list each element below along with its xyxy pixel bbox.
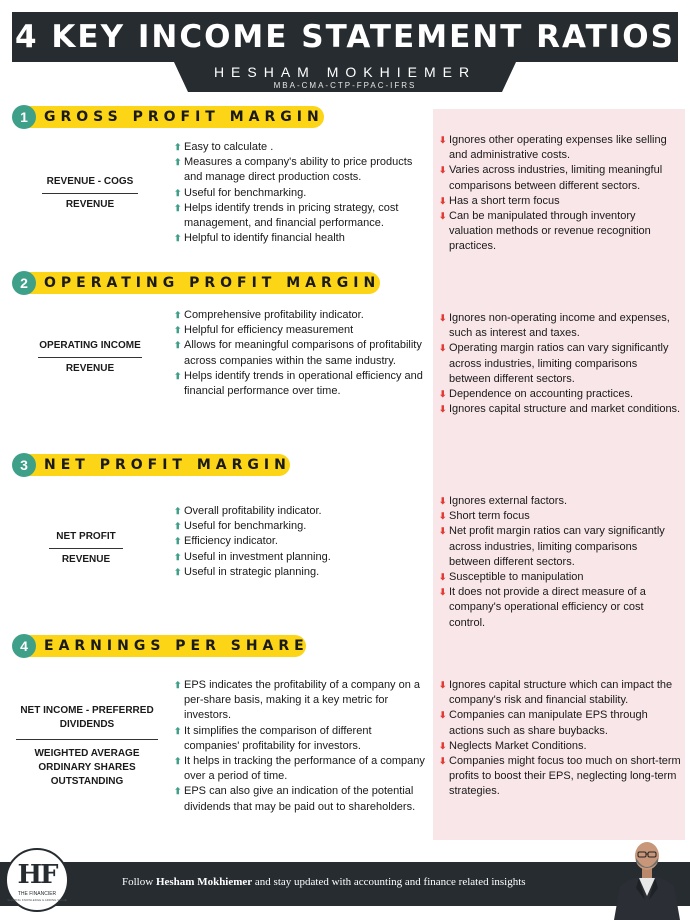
list-item: ⬇ Susceptible to manipulation — [439, 570, 681, 585]
fraction-line — [38, 357, 142, 358]
arrow-down-icon: ⬇ — [439, 389, 447, 400]
arrow-down-icon: ⬇ — [439, 195, 447, 206]
list-item: ⬇ Has a short term focus — [439, 194, 681, 209]
list-item: ⬆ It simplifies the comparison of different companies' profitability for investors. — [174, 724, 372, 752]
list-item: ⬆ Useful for benchmarking. — [174, 186, 426, 201]
author-name: HESHAM MOKHIEMER — [213, 64, 477, 80]
list-item: ⬇ Operating margin ratios can vary significantly across industries, limiting comparisons between different sectors. — [439, 342, 669, 385]
formula-numerator: NET INCOME - PREFERRED DIVIDENDS — [20, 705, 154, 730]
formula-earnings-per-share — [14, 704, 160, 789]
arrow-up-icon: ⬆ — [174, 233, 182, 244]
fraction-line — [42, 193, 138, 194]
formula-numerator: OPERATING INCOME — [39, 340, 141, 351]
formula-denominator: WEIGHTED AVERAGE ORDINARY SHARES OUTSTANDING — [34, 748, 140, 787]
author-portrait-illustration — [612, 830, 682, 920]
logo-mark: HF — [17, 860, 57, 890]
footer-suffix: and stay updated with accounting and finance related insights — [254, 876, 526, 888]
arrow-down-icon: ⬇ — [439, 526, 447, 537]
logo-subtext: SHARING KNOWLEDGE & ADDING VALUE — [7, 898, 67, 902]
arrow-down-icon: ⬇ — [439, 211, 447, 222]
list-item: ⬆ Useful in strategic planning. — [174, 565, 426, 580]
arrow-up-icon: ⬆ — [174, 157, 182, 168]
list-item: ⬆ Helps identify trends in pricing strategy, cost management, and financial performance. — [174, 201, 399, 230]
section-title: OPERATING PROFIT MARGIN — [44, 275, 381, 291]
logo-text: THE FINANCIER — [17, 891, 57, 897]
list-item: ⬇ Ignores non-operating income and expenses, such as interest and taxes. — [439, 312, 670, 340]
arrow-down-icon: ⬇ — [439, 343, 447, 354]
list-item: ⬆ Easy to calculate . — [174, 140, 426, 155]
formula-operating-profit-margin — [28, 339, 152, 376]
section-title: EARNINGS PER SHARE — [44, 638, 309, 654]
formula-net-profit-margin — [36, 530, 136, 567]
list-item: ⬆ Useful in investment planning. — [174, 550, 426, 565]
list-item: ⬇ It does not provide a direct measure of a company's operational efficiency or cost control. — [439, 586, 646, 629]
title-banner — [12, 12, 678, 62]
arrow-up-icon: ⬆ — [174, 187, 182, 198]
arrow-up-icon: ⬆ — [174, 551, 182, 562]
list-item: ⬆ EPS indicates the profitability of a company on a per-share basis, making it a key metric for investors. — [174, 679, 421, 722]
arrow-up-icon: ⬆ — [174, 521, 182, 532]
arrow-down-icon: ⬇ — [439, 756, 447, 767]
arrow-down-icon: ⬇ — [439, 135, 447, 145]
arrow-up-icon: ⬆ — [174, 310, 182, 320]
advantages-list-operating-profit-margin — [174, 308, 426, 399]
arrow-up-icon: ⬆ — [174, 786, 182, 797]
arrow-up-icon: ⬆ — [174, 325, 182, 336]
fraction-line — [49, 548, 123, 549]
list-item: ⬇ Neglects Market Conditions. — [439, 739, 681, 754]
arrow-down-icon: ⬇ — [439, 710, 447, 721]
arrow-up-icon: ⬆ — [174, 142, 182, 152]
arrow-up-icon: ⬆ — [174, 370, 182, 381]
disadvantages-list-gross-profit-margin — [439, 133, 681, 255]
author-credentials: MBA-CMA-CTP-FPAC-IFRS — [273, 81, 417, 90]
arrow-down-icon: ⬇ — [439, 572, 447, 583]
advantages-list-net-profit-margin — [174, 504, 426, 580]
fraction-line — [16, 739, 158, 740]
arrow-down-icon: ⬇ — [439, 587, 447, 598]
arrow-down-icon: ⬇ — [439, 165, 447, 176]
financier-logo — [5, 848, 69, 912]
arrow-down-icon: ⬇ — [439, 496, 447, 506]
advantages-list-earnings-per-share — [174, 678, 426, 815]
formula-numerator: NET PROFIT — [56, 531, 116, 542]
arrow-down-icon: ⬇ — [439, 313, 447, 323]
list-item: ⬇ Companies might focus too much on short-term profits to boost their EPS, neglecting long-term strategies. — [439, 755, 681, 798]
arrow-down-icon: ⬇ — [439, 740, 447, 751]
formula-denominator: REVENUE — [65, 199, 115, 210]
list-item: ⬇ Companies can manipulate EPS through actions such as share buybacks. — [439, 709, 648, 737]
arrow-up-icon: ⬆ — [174, 566, 182, 577]
section-title: NET PROFIT MARGIN — [44, 457, 291, 473]
formula-numerator: REVENUE - COGS — [46, 176, 134, 187]
formula-gross-profit-margin — [30, 175, 150, 212]
footer-author-name: Hesham Mokhiemer — [155, 876, 253, 888]
list-item: ⬆ It helps in tracking the performance of a company over a period of time. — [174, 755, 425, 783]
list-item: ⬆ Overall profitability indicator. — [174, 504, 426, 519]
arrow-up-icon: ⬆ — [174, 725, 182, 736]
list-item: ⬇ Ignores capital structure which can impact the company's risk and financial stability. — [439, 679, 673, 707]
list-item: ⬇ Net profit margin ratios can vary significantly across industries, limiting comparisons between different sectors. — [439, 525, 665, 568]
footer-prefix: Follow — [122, 876, 154, 888]
formula-denominator: REVENUE — [65, 363, 115, 374]
author-portrait — [612, 830, 682, 920]
list-item: ⬆ EPS can also give an indication of the potential dividends that may be paid out to shareholders. — [174, 785, 416, 813]
section-number: 2 — [12, 271, 36, 295]
list-item: ⬆ Useful for benchmarking. — [174, 519, 426, 534]
footer-bar — [0, 862, 690, 906]
section-number: 3 — [12, 453, 36, 477]
disadvantages-list-earnings-per-share — [439, 678, 681, 800]
list-item: ⬇ Ignores other operating expenses like selling and administrative costs. — [439, 134, 667, 162]
formula-denominator: REVENUE — [61, 554, 111, 565]
arrow-up-icon: ⬆ — [174, 340, 182, 351]
list-item: ⬆ Helps identify trends in operational efficiency and financial performance over time. — [174, 369, 423, 398]
list-item: ⬇ Short term focus — [439, 509, 681, 524]
list-item: ⬆ Efficiency indicator. — [174, 534, 426, 549]
arrow-down-icon: ⬇ — [439, 680, 447, 690]
arrow-down-icon: ⬇ — [439, 404, 447, 415]
list-item: ⬇ Ignores capital structure and market conditions. — [439, 402, 681, 417]
footer-text — [122, 876, 526, 888]
list-item: ⬇ Varies across industries, limiting meaningful comparisons between different sectors. — [439, 164, 663, 192]
section-number: 1 — [12, 105, 36, 129]
disadvantages-list-net-profit-margin — [439, 494, 681, 631]
advantages-list-gross-profit-margin — [174, 140, 426, 246]
section-number: 4 — [12, 634, 36, 658]
arrow-up-icon: ⬆ — [174, 756, 182, 767]
list-item: ⬆ Measures a company's ability to price products and manage direct production costs. — [174, 156, 413, 184]
list-item: ⬆ Allows for meaningful comparisons of profitability across companies within the same industry. — [174, 339, 422, 367]
list-item: ⬇ Ignores external factors. — [439, 494, 681, 509]
list-item: ⬆ Comprehensive profitability indicator. — [174, 308, 426, 323]
arrow-up-icon: ⬆ — [174, 506, 182, 516]
list-item: ⬇ Can be manipulated through inventory valuation methods or revenue recognition practices. — [439, 210, 651, 253]
arrow-up-icon: ⬆ — [174, 536, 182, 547]
disadvantages-list-operating-profit-margin — [439, 311, 681, 417]
page-title: 4 KEY INCOME STATEMENT RATIOS — [15, 19, 675, 55]
arrow-down-icon: ⬇ — [439, 511, 447, 522]
arrow-up-icon: ⬆ — [174, 680, 182, 690]
list-item: ⬆ Helpful for efficiency measurement — [174, 323, 426, 338]
list-item: ⬇ Dependence on accounting practices. — [439, 387, 681, 402]
author-banner — [188, 62, 502, 92]
list-item: ⬆ Helpful to identify financial health — [174, 231, 426, 246]
section-title: GROSS PROFIT MARGIN — [44, 109, 324, 125]
arrow-up-icon: ⬆ — [174, 202, 182, 213]
